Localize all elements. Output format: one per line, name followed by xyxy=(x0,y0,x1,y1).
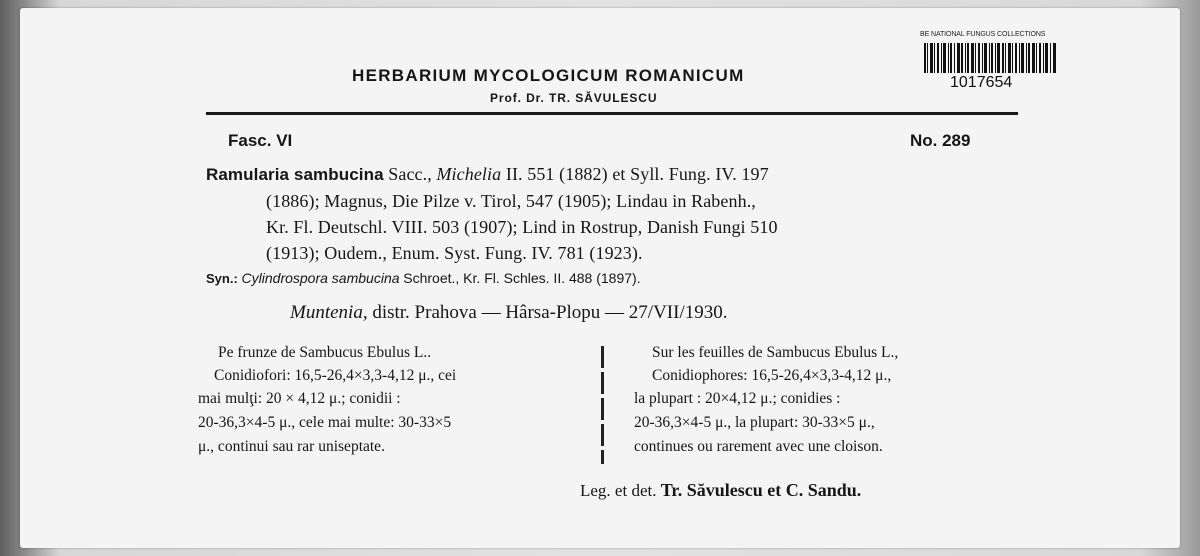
collector-prefix: Leg. et det. xyxy=(580,481,657,500)
romanian-line-5: μ., continui sau rar uniseptate. xyxy=(198,438,385,455)
barcode-image xyxy=(924,43,1056,73)
french-line-3: la plupart : 20×4,12 μ.; conidies : xyxy=(634,390,841,407)
species-author: Sacc., xyxy=(388,164,432,184)
locality-line xyxy=(290,302,727,324)
herbarium-director: Prof. Dr. TR. SĂVULESCU xyxy=(490,91,658,105)
locality-region: Muntenia, xyxy=(290,302,368,323)
species-citation-line-4: (1913); Oudem., Enum. Syst. Fung. IV. 781 (1923). xyxy=(266,243,643,263)
synonym-line xyxy=(206,270,641,288)
french-line-5: continues ou rarement avec une cloison. xyxy=(634,438,883,455)
collector-line xyxy=(580,480,861,501)
species-citation-line-2: (1886); Magnus, Die Pilze v. Tirol, 547 (1905); Lindau in Rabenh., xyxy=(266,191,756,211)
locality-detail: distr. Prahova — Hârsa-Plopu — 27/VII/1930. xyxy=(372,302,728,323)
synonym-label: Syn.: xyxy=(206,271,238,286)
synonym-name: Cylindrospora sambucina xyxy=(241,270,400,286)
header-rule xyxy=(206,112,1018,115)
french-line-1: Sur les feuilles de Sambucus Ebulus L., xyxy=(652,344,899,361)
species-work: Michelia xyxy=(436,164,502,184)
herbarium-title: HERBARIUM MYCOLOGICUM ROMANICUM xyxy=(352,66,745,85)
romanian-line-3: mai mulţi: 20 × 4,12 μ.; conidii : xyxy=(198,390,401,407)
species-ref-rest: II. 551 (1882) et Syll. Fung. IV. 197 xyxy=(505,164,769,184)
french-line-2: Conidiophores: 16,5-26,4×3,3-4,12 μ., xyxy=(652,367,892,384)
french-line-4: 20-36,3×4-5 μ., la plupart: 30-33×5 μ., xyxy=(634,414,875,431)
specimen-number: No. 289 xyxy=(910,131,971,150)
species-citation-line-3: Kr. Fl. Deutschl. VIII. 503 (1907); Lind in Rostrup, Danish Fungi 510 xyxy=(266,217,778,237)
romanian-line-4: 20-36,3×4-5 μ., cele mai multe: 30-33×5 xyxy=(198,414,452,431)
collector-names: Tr. Săvulescu et C. Sandu. xyxy=(660,480,862,500)
barcode-caption: BE NATIONAL FUNGUS COLLECTIONS xyxy=(920,31,1046,38)
species-name: Ramularia sambucina xyxy=(206,165,384,184)
fascicle-label: Fasc. VI xyxy=(228,131,293,150)
barcode-number: 1017654 xyxy=(950,74,1013,91)
column-divider xyxy=(601,346,604,464)
species-citation-line-1 xyxy=(206,164,769,185)
romanian-line-2: Conidiofori: 16,5-26,4×3,3-4,12 μ., cei xyxy=(214,367,457,384)
romanian-line-1: Pe frunze de Sambucus Ebulus L.. xyxy=(218,344,432,361)
synonym-ref: Schroet., Kr. Fl. Schles. II. 488 (1897). xyxy=(403,270,641,286)
